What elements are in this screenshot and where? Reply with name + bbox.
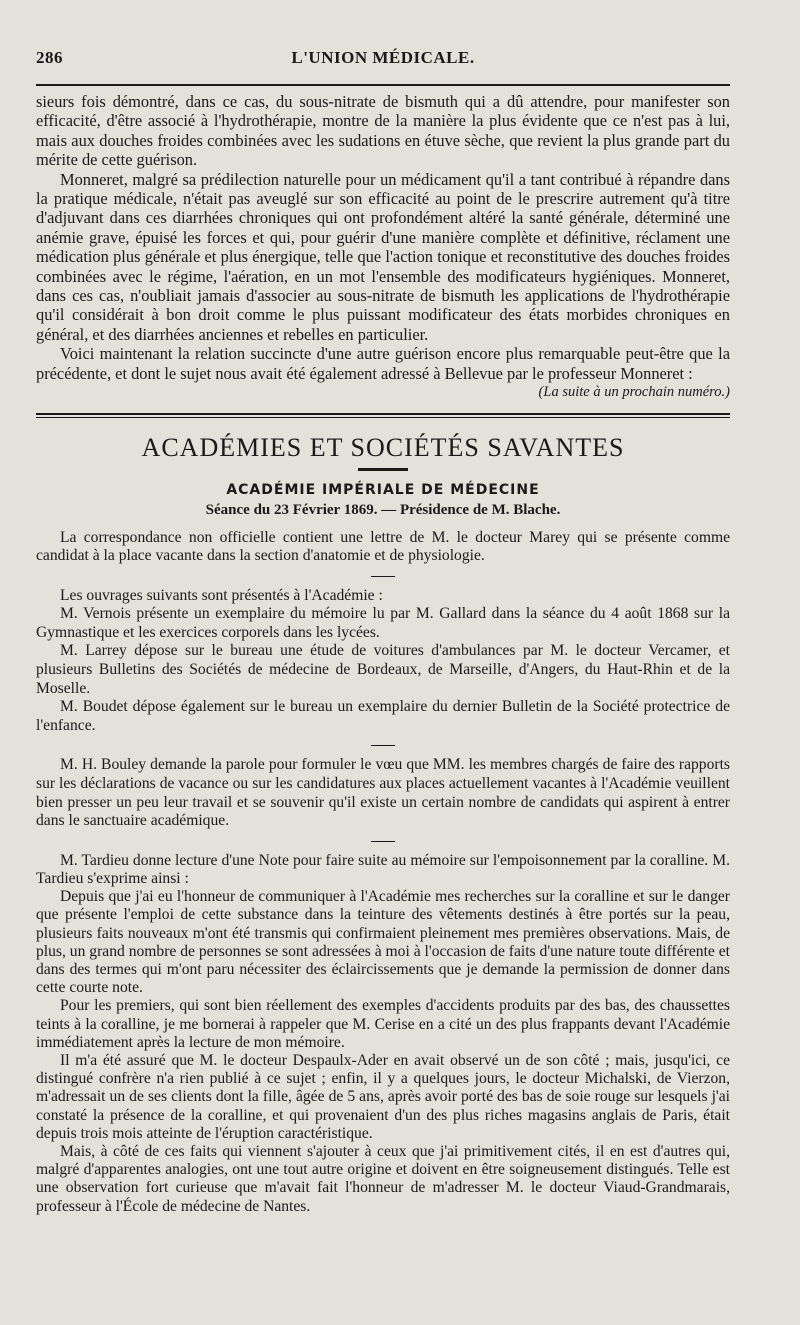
correspondence-paragraph: La correspondance non officielle contient une lettre de M. le docteur Marey qui se présente comme candidat à la place vacante dans la section d'anatomie et de physiologie. xyxy=(36,528,730,565)
separator-dash xyxy=(371,841,395,842)
article-body xyxy=(36,92,730,403)
title-rule xyxy=(358,468,408,471)
tardieu-section xyxy=(36,852,730,1216)
tardieu-paragraph: Mais, à côté de ces faits qui viennent s'ajouter à ceux que j'ai primitivement cités, il en est d'autres qui, malgré d'apparentes analogies, ont une tout autre origine et doivent en être soigneusement distingués. Telle est une observation fort curieuse que m'avait fait l'honneur de m'adresser M. le docteur Viaud-Grandmarais, professeur à l'École de médecine de Nantes. xyxy=(36,1143,730,1215)
works-item: M. Boudet dépose également sur le bureau un exemplaire du dernier Bulletin de la Société protectrice de l'enfance. xyxy=(36,698,730,734)
session-line: Séance du 23 Février 1869. — Présidence de M. Blache. xyxy=(205,501,561,518)
tardieu-paragraph: Pour les premiers, qui sont bien réellement des exemples d'accidents produits par des bas, des chaussettes teints à la coralline, je me bornerai à rappeler que M. Cerise en a cité un des plus frappants devant l'Académie immédiatement après la lecture de mon mémoire. xyxy=(36,997,730,1051)
section-title: ACADÉMIES ET SOCIÉTÉS SAVANTES xyxy=(141,432,625,462)
page-number: 286 xyxy=(36,48,63,67)
tardieu-paragraph: Depuis que j'ai eu l'honneur de communiquer à l'Académie mes recherches sur la coralline et sur le danger que présente l'emploi de cette substance dans la teinture des vêtements destinés à être portés sur la peau, plusieurs faits nouveaux m'ont été transmis qui confirmaient pleinement mes premières observations. Mais, de plus, un grand nombre de personnes se sont adressées à moi à l'occasion de faits d'une nature toute différente et dans des termes qui m'ont paru nécessiter des éclaircissements que je demande la permission de donner dans cette courte note. xyxy=(36,888,730,997)
minutes-body xyxy=(36,529,730,842)
works-item: M. Vernois présente un exemplaire du mémoire lu par M. Gallard dans la séance du 4 août 1868 sur la Gymnastique et les exercices corporels dans les lycées. xyxy=(36,605,730,641)
separator-dash xyxy=(371,576,395,577)
journal-title: L'UNION MÉDICALE. xyxy=(291,48,475,67)
separator-dash xyxy=(371,745,395,746)
article-paragraph: sieurs fois démontré, dans ce cas, du sous-nitrate de bismuth qui a dû attendre, pour manifester son efficacité, d'être associé à l'hydrothérapie, montre de la manière la plus évidente que ce n'est pas à lui, mais aux douches froides combinées avec les sudations en étuve sèche, que revient la plus grande part du mérite de cette guérison. xyxy=(36,92,730,170)
section-divider xyxy=(36,413,730,418)
article-paragraph: Voici maintenant la relation succincte d'une autre guérison encore plus remarquable peut-être que la précédente, et dont le sujet nous avait été également adressé à Bellevue par le professeur Monneret : xyxy=(36,344,730,383)
academy-heading: ACADÉMIE IMPÉRIALE DE MÉDECINE xyxy=(226,481,540,498)
bouley-paragraph: M. H. Bouley demande la parole pour formuler le vœu que MM. les membres chargés de faire des rapports sur les déclarations de vacance ou sur les candidatures aux places actuellement vacantes à l'Académie veuillent bien presser un peu leur travail et se souvenir qu'il existe un certain nombre de candidats qui aspirent à entrer dans le sanctuaire académique. xyxy=(36,756,730,830)
running-head xyxy=(36,38,730,70)
article-paragraph: Monneret, malgré sa prédilection naturelle pour un médicament qu'il a tant contribué à répandre dans la pratique médicale, n'était pas aveuglé sur son efficacité au point de le prescrire autrement qu'à titre d'adjuvant dans ces diarrhées chroniques qui ont profondément altéré la santé générale, déterminé une anémie grave, épuisé les forces et qui, pour guérir d'une manière complète et définitive, réclament une médication plus générale et plus énergique, telle que l'action tonique et reconstitutive des douches froides combinées avec le régime, l'aération, en un mot l'ensemble des modificateurs hygiéniques. Monneret, dans ces cas, n'oubliait jamais d'associer au sous-nitrate de bismuth les applications de l'hydrothérapie qu'il considérait à bon droit comme le plus puissant modificateur des états morbides chroniques en général, et des diarrhées anciennes et rebelles en particulier. xyxy=(36,169,730,344)
header-rule xyxy=(36,84,730,86)
works-item: M. Larrey dépose sur le bureau une étude de voitures d'ambulances par M. le docteur Vercamer, et plusieurs Bulletins des Sociétés de médecine de Bordeaux, de Marseille, d'Angers, du Haut-Rhin et de la Moselle. xyxy=(36,642,730,697)
continuation-note: (La suite à un prochain numéro.) xyxy=(538,384,730,401)
tardieu-intro: M. Tardieu donne lecture d'une Note pour faire suite au mémoire sur l'empoisonnement par la coralline. M. Tardieu s'exprime ainsi : xyxy=(36,851,730,888)
works-intro: Les ouvrages suivants sont présentés à l'Académie : xyxy=(60,586,383,604)
tardieu-paragraph: Il m'a été assuré que M. le docteur Despaulx-Ader en avait observé un de son côté ; mais, jusqu'ici, ce distingué confrère n'a rien publié à ce sujet ; enfin, il y a quelques jours, le docteur Michalski, de Vierzon, m'adressait un de ses clients dont la fille, âgée de 5 ans, après avoir porté des bas de soie rouge sur lesquels j'ai constaté la présence de la coralline, et qui provenaient d'un des plus riches magasins anglais de Paris, était depuis trois mois atteinte de l'éruption caractéristique. xyxy=(36,1052,730,1142)
